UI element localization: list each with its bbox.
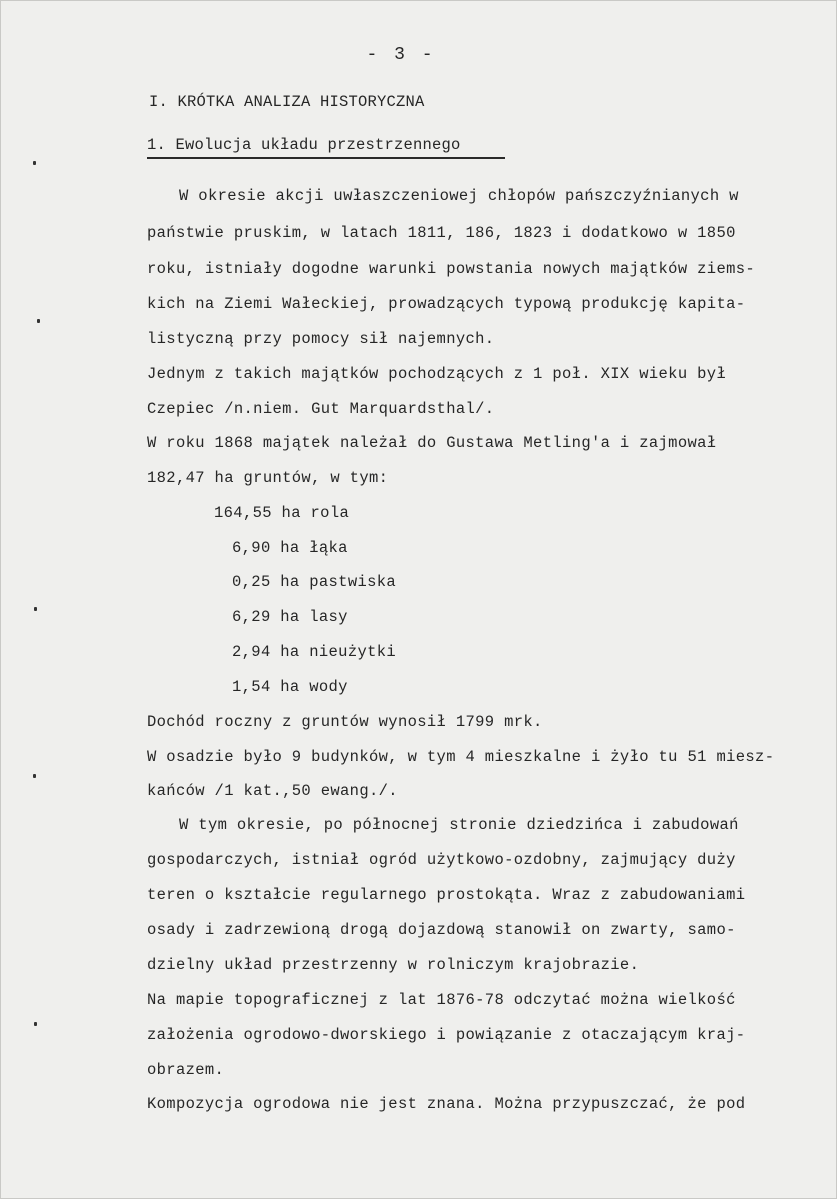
body-line: Dochód roczny z gruntów wynosił 1799 mrk. <box>147 713 543 731</box>
heading-underline <box>147 157 505 159</box>
land-item: 6,90 ha łąka <box>232 539 348 557</box>
body-line: gospodarczych, istniał ogród użytkowo-ozdobny, zajmujący duży <box>147 851 736 869</box>
land-item: 1,54 ha wody <box>232 678 348 696</box>
section-heading: I. KRÓTKA ANALIZA HISTORYCZNA <box>149 93 425 111</box>
body-line: osady i zadrzewioną drogą dojazdową stanowił on zwarty, samo- <box>147 921 736 939</box>
land-item: 164,55 ha rola <box>214 504 350 522</box>
body-line: Czepiec /n.niem. Gut Marquardsthal/. <box>147 400 495 418</box>
body-line: Kompozycja ogrodowa nie jest znana. Można przypuszczać, że pod <box>147 1095 746 1113</box>
scan-speck <box>37 319 40 323</box>
body-line: W tym okresie, po północnej stronie dziedzińca i zabudowań <box>179 816 739 834</box>
scan-speck <box>33 774 36 778</box>
body-line: teren o kształcie regularnego prostokąta. Wraz z zabudowaniami <box>147 886 746 904</box>
body-line: założenia ogrodowo-dworskiego i powiązanie z otaczającym kraj- <box>147 1026 746 1044</box>
scan-speck <box>34 1022 37 1026</box>
body-line: W osadzie było 9 budynków, w tym 4 mieszkalne i żyło tu 51 miesz- <box>147 748 775 766</box>
land-item: 0,25 ha pastwiska <box>232 573 397 591</box>
body-line: 182,47 ha gruntów, w tym: <box>147 469 389 487</box>
subsection-heading: 1. Ewolucja układu przestrzennego <box>147 136 461 154</box>
body-line: Jednym z takich majątków pochodzących z 1 poł. XIX wieku był <box>147 365 727 383</box>
body-line: państwie pruskim, w latach 1811, 186, 1823 i dodatkowo w 1850 <box>147 224 736 242</box>
body-line: W roku 1868 majątek należał do Gustawa Metling'a i zajmował <box>147 434 717 452</box>
land-item: 6,29 ha lasy <box>232 608 348 626</box>
page-number: - 3 - <box>366 45 436 65</box>
body-line: dzielny układ przestrzenny w rolniczym krajobrazie. <box>147 956 640 974</box>
land-item: 2,94 ha nieużytki <box>232 643 397 661</box>
body-line: roku, istniały dogodne warunki powstania nowych majątków ziems- <box>147 260 756 278</box>
body-line: obrazem. <box>147 1061 225 1079</box>
scan-speck <box>33 161 36 165</box>
body-line: kańców /1 kat.,50 ewang./. <box>147 782 398 800</box>
body-line: listyczną przy pomocy sił najemnych. <box>147 330 495 348</box>
body-line: W okresie akcji uwłaszczeniowej chłopów pańszczyźnianych w <box>179 187 739 205</box>
scan-speck <box>34 607 37 611</box>
body-line: Na mapie topograficznej z lat 1876-78 odczytać można wielkość <box>147 991 736 1009</box>
body-line: kich na Ziemi Wałeckiej, prowadzących typową produkcję kapita- <box>147 295 746 313</box>
